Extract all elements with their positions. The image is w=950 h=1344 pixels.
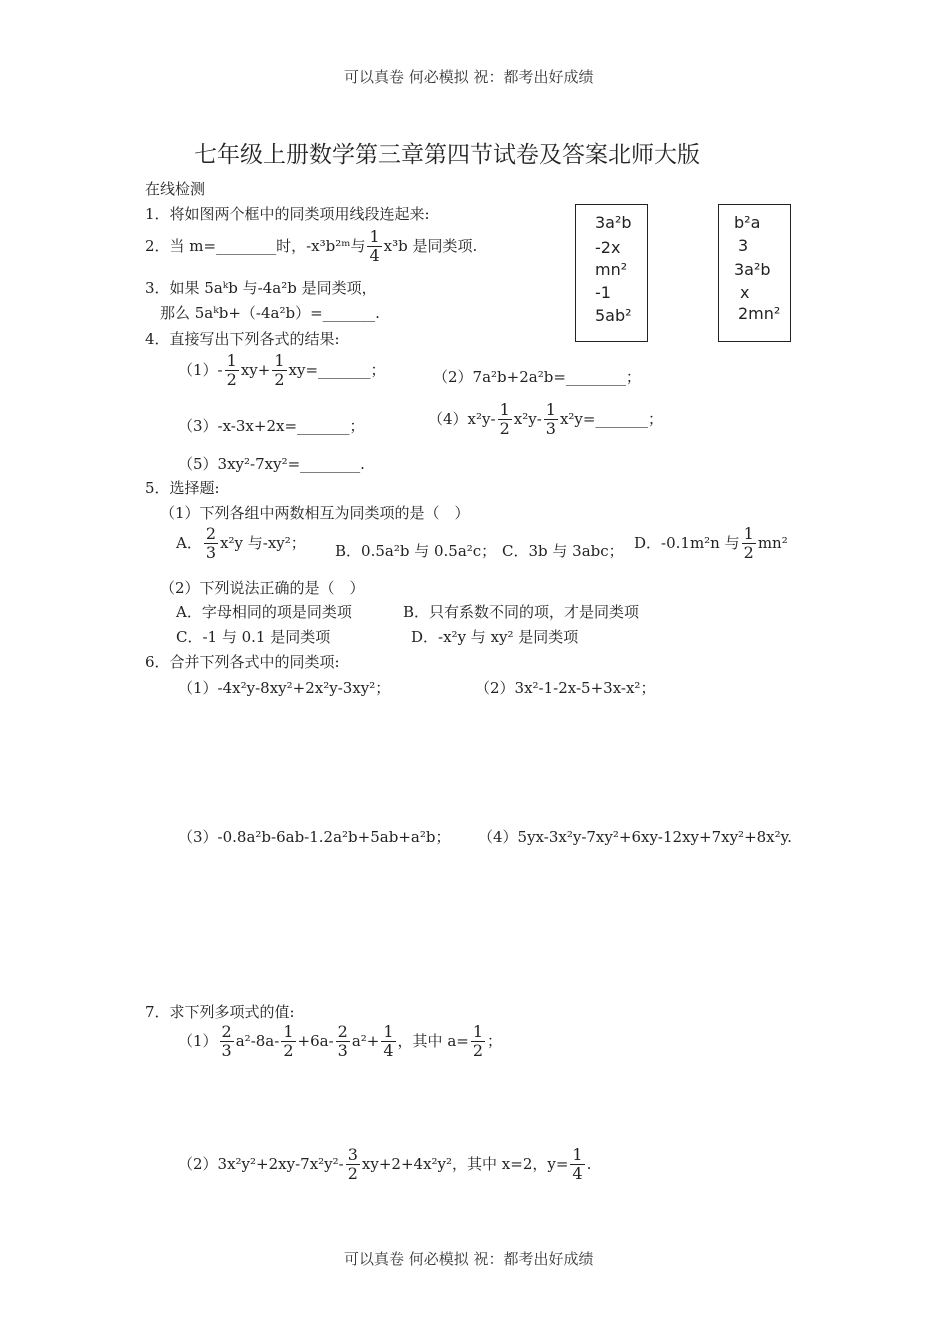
question-4-part-2: （2）7a²b+2a²b=________； <box>433 368 641 386</box>
page-header: 可以真卷 何必模拟 祝：都考出好成绩 <box>344 68 594 86</box>
question-4-part-3: （3）-x-3x+2x=_______； <box>178 417 365 435</box>
page-title: 七年级上册数学第三章第四节试卷及答案北师大版 <box>194 142 700 168</box>
term-left-5: 5ab² <box>595 306 632 325</box>
question-6-part-4: （4）5yx-3x²y-7xy²+6xy-12xy+7xy²+8x²y. <box>478 828 792 846</box>
question-5-option-1b: B．0.5a²b 与 0.5a²c； <box>335 542 497 560</box>
question-6-part-3: （3）-0.8a²b-6ab-1.2a²b+5ab+a²b； <box>178 828 451 846</box>
question-5-option-2c: C．-1 与 0.1 是同类项 <box>176 628 331 646</box>
question-2 <box>145 228 477 266</box>
term-box-right <box>718 204 791 342</box>
term-right-3: 3a²b <box>734 260 771 279</box>
q2-text-b: x³b 是同类项. <box>383 236 478 255</box>
question-4-title: 4．直接写出下列各式的结果: <box>145 330 340 348</box>
term-right-4: x <box>740 283 750 302</box>
question-5-option-1c: C．3b 与 3abc； <box>502 542 624 560</box>
term-right-2: 3 <box>738 236 749 255</box>
question-5-sub-2: （2）下列说法正确的是（ ） <box>160 579 365 597</box>
question-7-title: 7．求下列多项式的值: <box>145 1003 295 1021</box>
page-footer: 可以真卷 何必模拟 祝：都考出好成绩 <box>344 1250 594 1268</box>
term-left-2: -2x <box>595 238 621 257</box>
question-4-part-4: （4）x²y- $\frac{1}{2}$ x²y- $\frac{1}{3}$ x²y=_______； <box>428 400 663 439</box>
question-4-part-1: （1）- $\frac{1}{2}$ xy+ $\frac{1}{2}$ xy=_______； <box>178 351 386 390</box>
question-1: 1．将如图两个框中的同类项用线段连起来: <box>145 205 430 223</box>
question-4-part-5: （5）3xy²-7xy²=________. <box>178 455 365 473</box>
question-6-part-1: （1）-4x²y-8xy²+2x²y-3xy²； <box>178 679 391 697</box>
q2-fraction: $\frac{1}{4}$ <box>369 227 380 266</box>
question-6-part-2: （2）3x²-1-2x-5+3x-x²； <box>475 679 656 697</box>
term-left-1: 3a²b <box>595 213 632 232</box>
term-right-5: 2mn² <box>738 304 781 323</box>
question-5-title: 5．选择题: <box>145 479 220 497</box>
q2-text-a: 2．当 m=________时，-x³b²ᵐ与 <box>145 236 366 255</box>
question-7-part-2: （2）3x²y²+2xy-7x²y²- $\frac{3}{2}$ xy+2+4x²y²，其中 x=2，y= $\frac{1}{4}$ . <box>178 1145 592 1184</box>
question-5-option-1d: D．-0.1m²n 与 $\frac{1}{2}$ mn² <box>634 524 788 563</box>
question-5-option-2d: D．-x²y 与 xy² 是同类项 <box>411 628 579 646</box>
question-6-title: 6．合并下列各式中的同类项: <box>145 653 340 671</box>
term-right-1: b²a <box>734 213 761 232</box>
question-5-option-1a: A． $\frac{2}{3}$ x²y 与-xy²； <box>176 524 306 563</box>
question-3-line-1: 3．如果 5aᵏb 与-4a²b 是同类项， <box>145 279 377 297</box>
question-7-part-1: （1） $\frac{2}{3}$ a²-8a- $\frac{1}{2}$ +6a- $\frac{2}{3}$ a²+ $\frac{1}{4}$ ，其中 a= $\frac{1}{2}$ ； <box>178 1022 503 1061</box>
term-box-left <box>575 204 648 342</box>
question-3-line-2: 那么 5aᵏb+（-4a²b）=_______. <box>160 304 380 322</box>
section-label: 在线检测 <box>145 180 206 198</box>
term-left-3: mn² <box>595 260 628 279</box>
question-5-sub-1: （1）下列各组中两数相互为同类项的是（ ） <box>160 504 470 522</box>
question-5-option-2a: A．字母相同的项是同类项 <box>176 603 352 621</box>
term-left-4: -1 <box>595 283 611 302</box>
question-5-option-2b: B．只有系数不同的项，才是同类项 <box>403 603 640 621</box>
